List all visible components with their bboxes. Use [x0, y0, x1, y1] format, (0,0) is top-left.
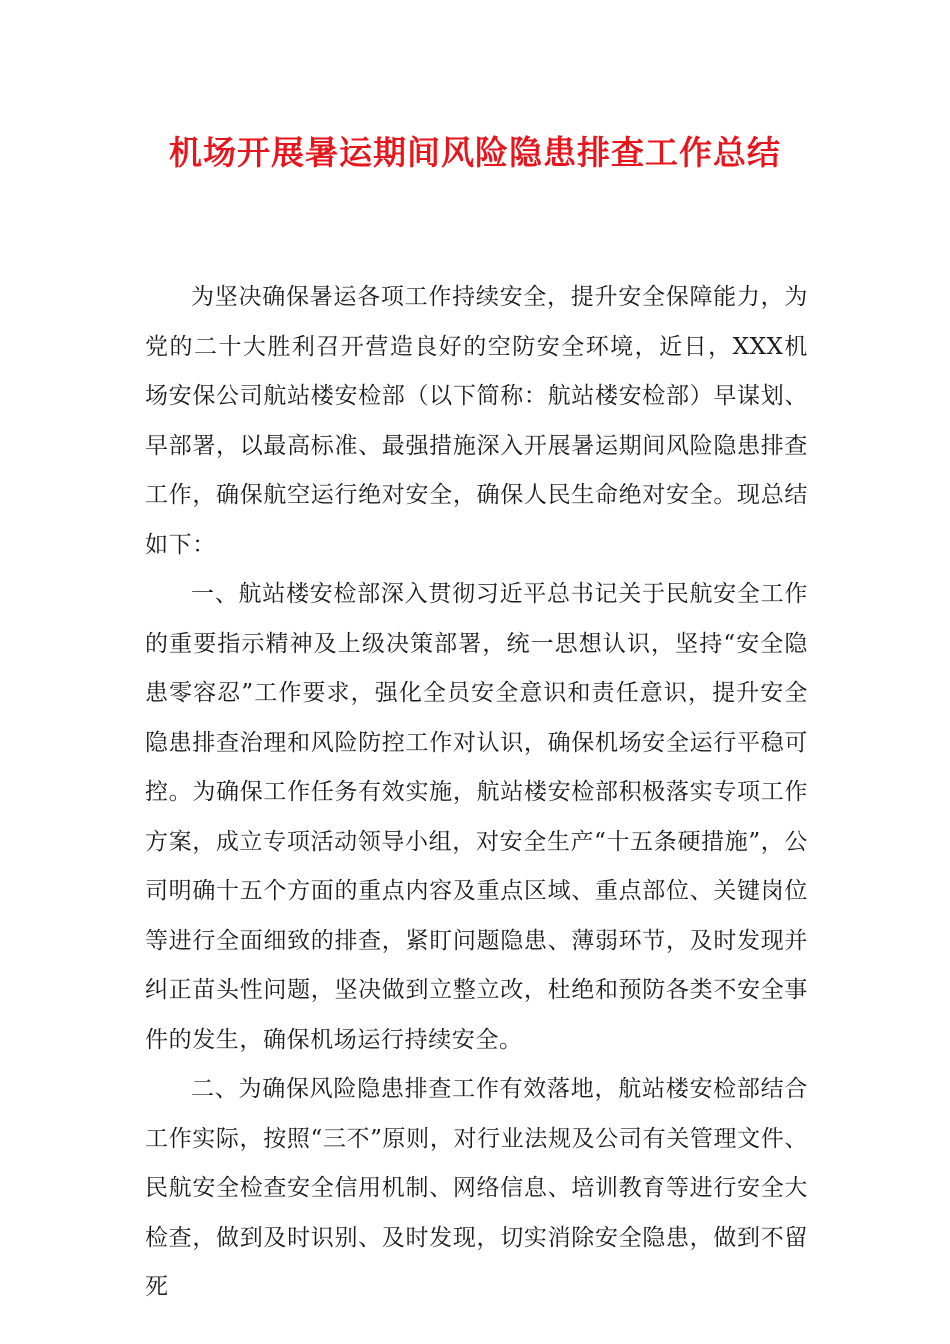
paragraph-intro: 为坚决确保暑运各项工作持续安全，提升安全保障能力，为党的二十大胜利召开营造良好的空防安全环境，近日，XXX机场安保公司航站楼安检部（以下简称：航站楼安检部）早谋划、早部署，以最高标准、最强措施深入开展暑运期间风险隐患排查工作，确保航空运行绝对安全，确保人民生命绝对安全。现总结如下： [145, 284, 808, 558]
paragraph-section-1: 一、航站楼安检部深入贯彻习近平总书记关于民航安全工作的重要指示精神及上级决策部署，统一思想认识，坚持“安全隐患零容忍”工作要求，强化全员安全意识和责任意识，提升安全隐患排查治理和风险防控工作对认识，确保机场安全运行平稳可控。为确保工作任务有效实施，航站楼安检部积极落实专项工作方案，成立专项活动领导小组，对安全生产“十五条硬措施”，公司明确十五个方面的重点内容及重点区域、重点部位、关键岗位等进行全面细致的排查，紧盯问题隐患、薄弱环节，及时发现并纠正苗头性问题，坚决做到立整立改，杜绝和预防各类不安全事件的发生，确保机场运行持续安全。 [145, 581, 808, 1053]
document-body [145, 273, 808, 1313]
document-title: 机场开展暑运期间风险隐患排查工作总结 [169, 133, 781, 172]
paragraph-section-2: 二、为确保风险隐患排查工作有效落地，航站楼安检部结合工作实际，按照“三不”原则，对行业法规及公司有关管理文件、民航安全检查安全信用机制、网络信息、培训教育等进行安全大检查，做到及时识别、及时发现，切实消除安全隐患，做到不留死 [145, 1076, 808, 1300]
